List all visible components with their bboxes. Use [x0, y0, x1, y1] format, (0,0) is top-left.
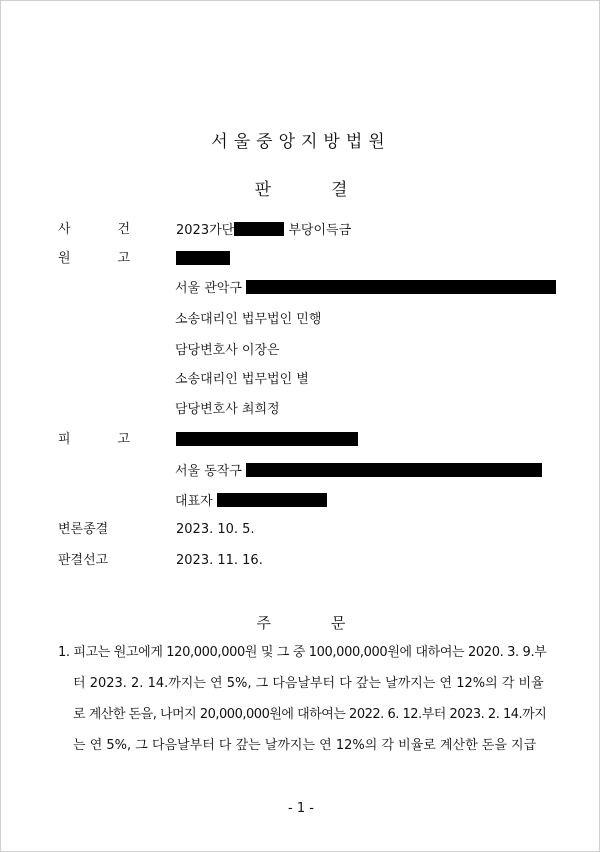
- decision-date-row: [58, 553, 263, 569]
- order-heading-char-2: 문: [331, 614, 346, 632]
- plaintiff-row: [58, 251, 130, 267]
- defendant-address: [175, 463, 542, 480]
- defendant-address-prefix: 서울 동작구: [175, 464, 242, 479]
- redaction-box: [246, 463, 542, 477]
- plaintiff-address-prefix: 서울 관악구: [175, 281, 242, 296]
- order-heading: [1, 612, 600, 633]
- order-line-1: 1. 피고는 원고에게 120,000,000원 및 그 중 100,000,000원에 대하여는 2020. 3. 9.부: [58, 645, 547, 660]
- case-number-prefix: 2023가단: [176, 223, 235, 238]
- plaintiff-label: 원 고: [58, 251, 130, 266]
- closing-date-label: 변론종결: [58, 522, 109, 537]
- defendant-row: [58, 432, 130, 448]
- heading-char-1: 판: [254, 180, 271, 200]
- case-value: [176, 222, 351, 239]
- decision-date-label: 판결선고: [58, 553, 109, 568]
- defendant-rep-prefix: 대표자: [175, 494, 213, 509]
- plaintiff-rep-4: 담당변호사 최희정: [175, 402, 280, 417]
- page-number: - 1 -: [288, 801, 314, 816]
- order-line-4: 는 연 5%, 그 다음날부터 다 갚는 날까지는 연 12%의 각 비율로 계산한 돈을 지급: [73, 738, 537, 753]
- closing-date-row: [58, 522, 255, 538]
- defendant-name: [176, 432, 358, 449]
- order-line-2: 터 2023. 2. 14.까지는 연 5%, 그 다음날부터 다 갚는 날까지는 연 12%의 각 비율: [73, 676, 544, 691]
- order-line-3: 로 계산한 돈을, 나머지 20,000,000원에 대하여는 2022. 6. 12.부터 2023. 2. 14.까지: [73, 707, 547, 722]
- redaction-box: [176, 251, 230, 265]
- court-name: 서울중앙지방법원: [211, 132, 391, 152]
- case-label: 사 건: [58, 222, 130, 237]
- order-heading-char-1: 주: [256, 614, 271, 632]
- defendant-representative: [175, 493, 327, 510]
- document-type-heading: [1, 175, 600, 200]
- closing-date-value: 2023. 10. 5.: [176, 522, 255, 537]
- plaintiff-name: [176, 251, 230, 268]
- redaction-box: [217, 493, 327, 507]
- plaintiff-rep-3: 소송대리인 법무법인 별: [175, 372, 309, 387]
- redaction-box: [234, 222, 284, 236]
- case-title: 부당이득금: [288, 223, 352, 238]
- decision-date-value: 2023. 11. 16.: [176, 553, 263, 568]
- redaction-box: [246, 280, 556, 294]
- defendant-label: 피 고: [58, 432, 130, 447]
- plaintiff-rep-2: 담당변호사 이장은: [175, 343, 280, 358]
- case-row: [58, 222, 352, 238]
- plaintiff-address: [175, 280, 556, 297]
- heading-char-2: 결: [331, 180, 348, 200]
- plaintiff-rep-1: 소송대리인 법무법인 민행: [175, 312, 322, 327]
- redaction-box: [176, 432, 358, 446]
